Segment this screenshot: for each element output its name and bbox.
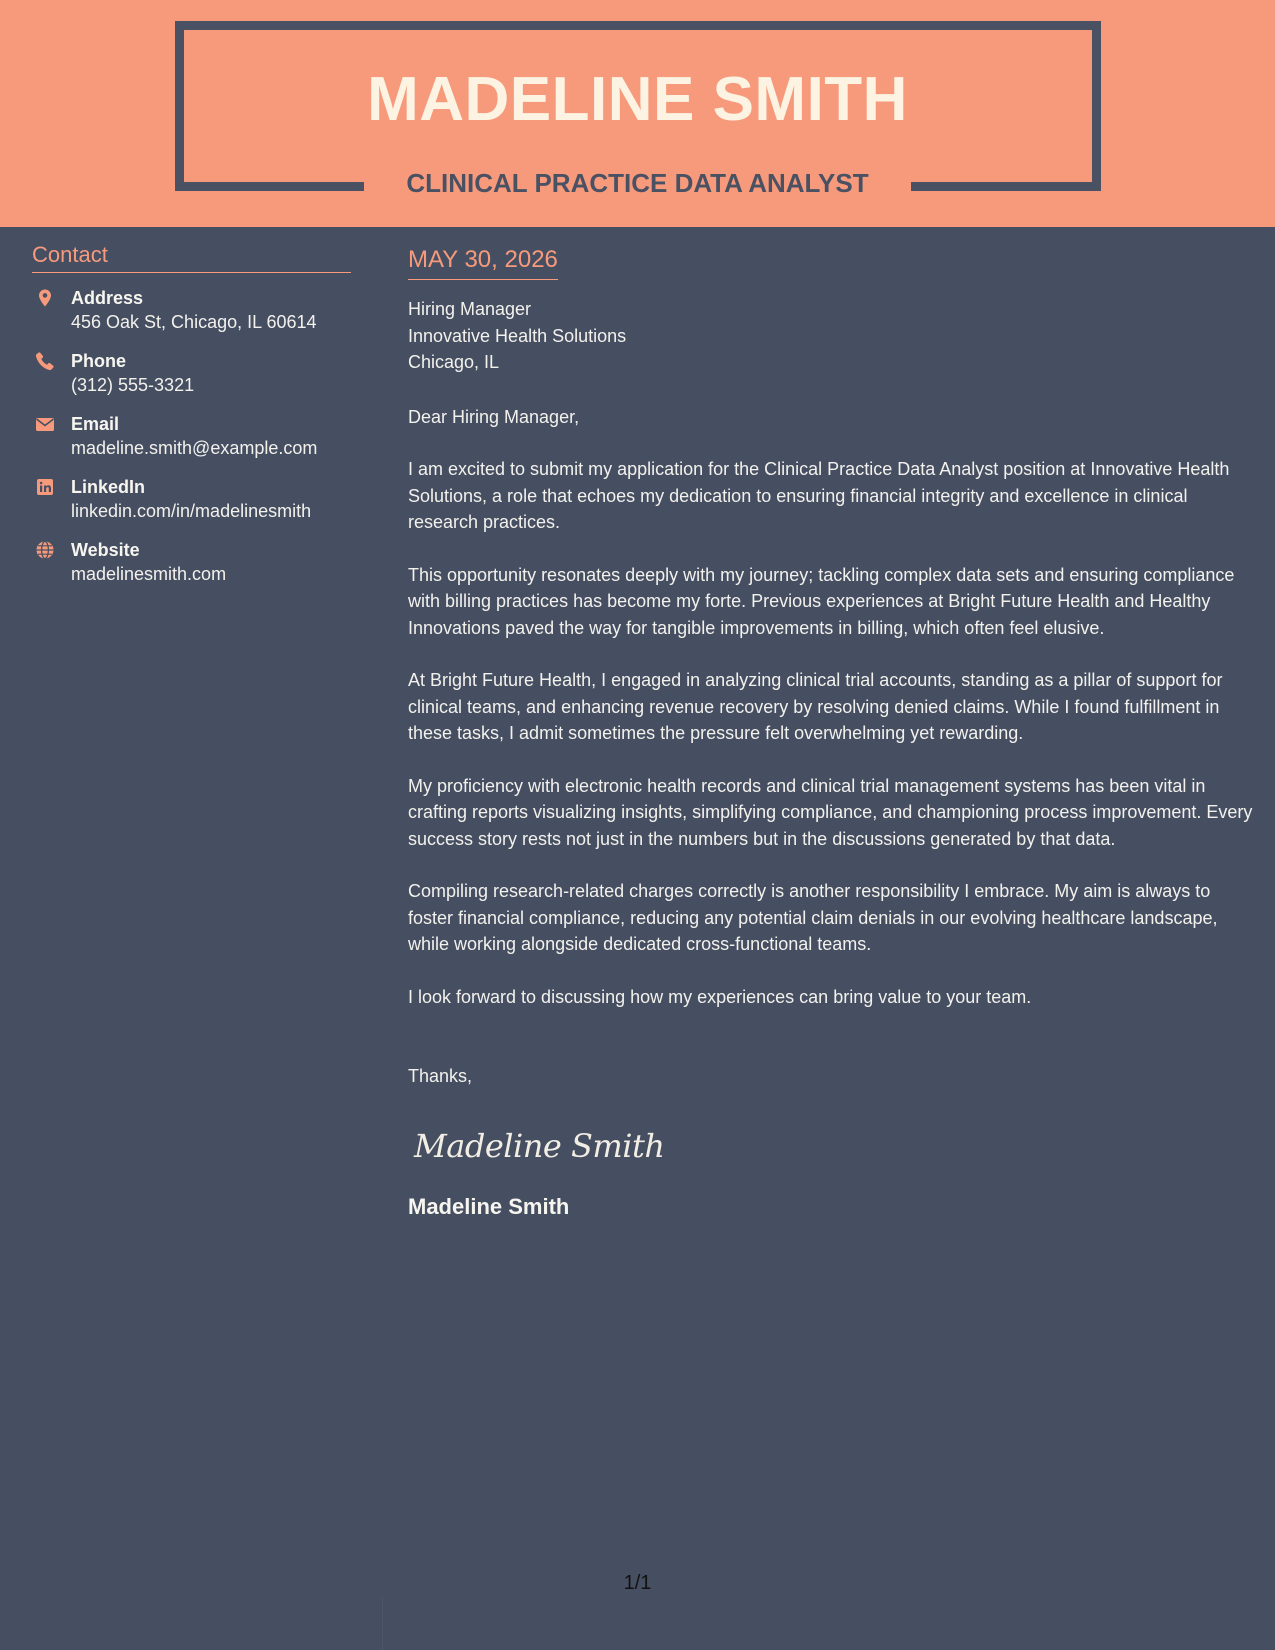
contact-label: LinkedIn [71, 477, 146, 497]
closing: Thanks, [408, 1066, 473, 1086]
handwritten-signature: Madeline Smith [414, 1126, 665, 1165]
letter-paragraph: This opportunity resonates deeply with my journey; tackling complex data sets and ensuring compliance with billing practices has become my forte. Previous experiences at Bright Future Health and Healthy Innovations paved the way for tangible improvements in billing, which often feel elusive. [408, 564, 1235, 638]
globe-icon [35, 540, 55, 560]
recipient-line: Chicago, IL [408, 352, 500, 372]
contact-value: (312) 555-3321 [71, 375, 195, 395]
contact-item-address [32, 286, 351, 334]
page-number: 1/1 [623, 1572, 652, 1594]
letter-date: MAY 30, 2026 [408, 244, 558, 280]
location-pin-icon [35, 288, 55, 308]
recipient-line: Innovative Health Solutions [408, 325, 627, 346]
contact-heading: Contact [32, 240, 351, 273]
applicant-name: MADELINE SMITH [367, 65, 908, 134]
contact-item-website [32, 538, 351, 586]
contact-value: madeline.smith@example.com [71, 438, 318, 458]
recipient-block [408, 296, 1253, 376]
header-frame-bottom-left [175, 182, 364, 191]
letter-paragraph: I am excited to submit my application for the Clinical Practice Data Analyst position at Innovative Health Solutions, a role that echoes my dedication to ensuring financial integrity and excellence in clinical research practices. [408, 459, 1230, 532]
header-banner [0, 0, 1275, 227]
contact-value: madelinesmith.com [71, 564, 227, 584]
contact-item-email [32, 412, 351, 460]
recipient-line: Hiring Manager [408, 299, 532, 319]
contact-label: Email [71, 414, 120, 434]
contact-value: linkedin.com/in/madelinesmith [71, 501, 312, 521]
letter-paragraph: I look forward to discussing how my experiences can bring value to your team. [408, 986, 1032, 1007]
contact-label: Phone [71, 351, 127, 371]
contact-label: Website [71, 540, 140, 560]
phone-icon [35, 351, 55, 371]
letter-paragraph: My proficiency with electronic health records and clinical trial management systems has been vital in crafting reports visualizing insights, simplifying compliance, and championing process improvement. Every success story rests not just in the numbers but in the discussions generated by that data. [408, 775, 1253, 849]
job-title: CLINICAL PRACTICE DATA ANALYST [406, 168, 869, 198]
contact-item-linkedin [32, 475, 351, 523]
contact-item-phone [32, 349, 351, 397]
greeting: Dear Hiring Manager, [408, 406, 580, 427]
letter-body [408, 244, 1253, 1222]
header-frame-bottom-right [911, 182, 1101, 191]
contact-label: Address [71, 288, 144, 308]
divider [382, 1598, 383, 1650]
letter-paragraph: At Bright Future Health, I engaged in analyzing clinical trial accounts, standing as a pillar of support for clinical teams, and enhancing revenue recovery by resolving denied claims. While I found fulfillment in these tasks, I admit sometimes the pressure felt overwhelming yet rewarding. [408, 670, 1223, 743]
contact-value: 456 Oak St, Chicago, IL 60614 [71, 312, 317, 332]
linkedin-icon [35, 477, 55, 497]
contact-sidebar [32, 240, 351, 601]
email-icon [35, 414, 55, 434]
letter-paragraph: Compiling research-related charges correctly is another responsibility I embrace. My aim is always to foster financial compliance, reducing any potential claim denials in our evolving healthcare landscape, while working alongside dedicated cross-functional teams. [408, 881, 1218, 954]
signer-name: Madeline Smith [408, 1193, 570, 1219]
